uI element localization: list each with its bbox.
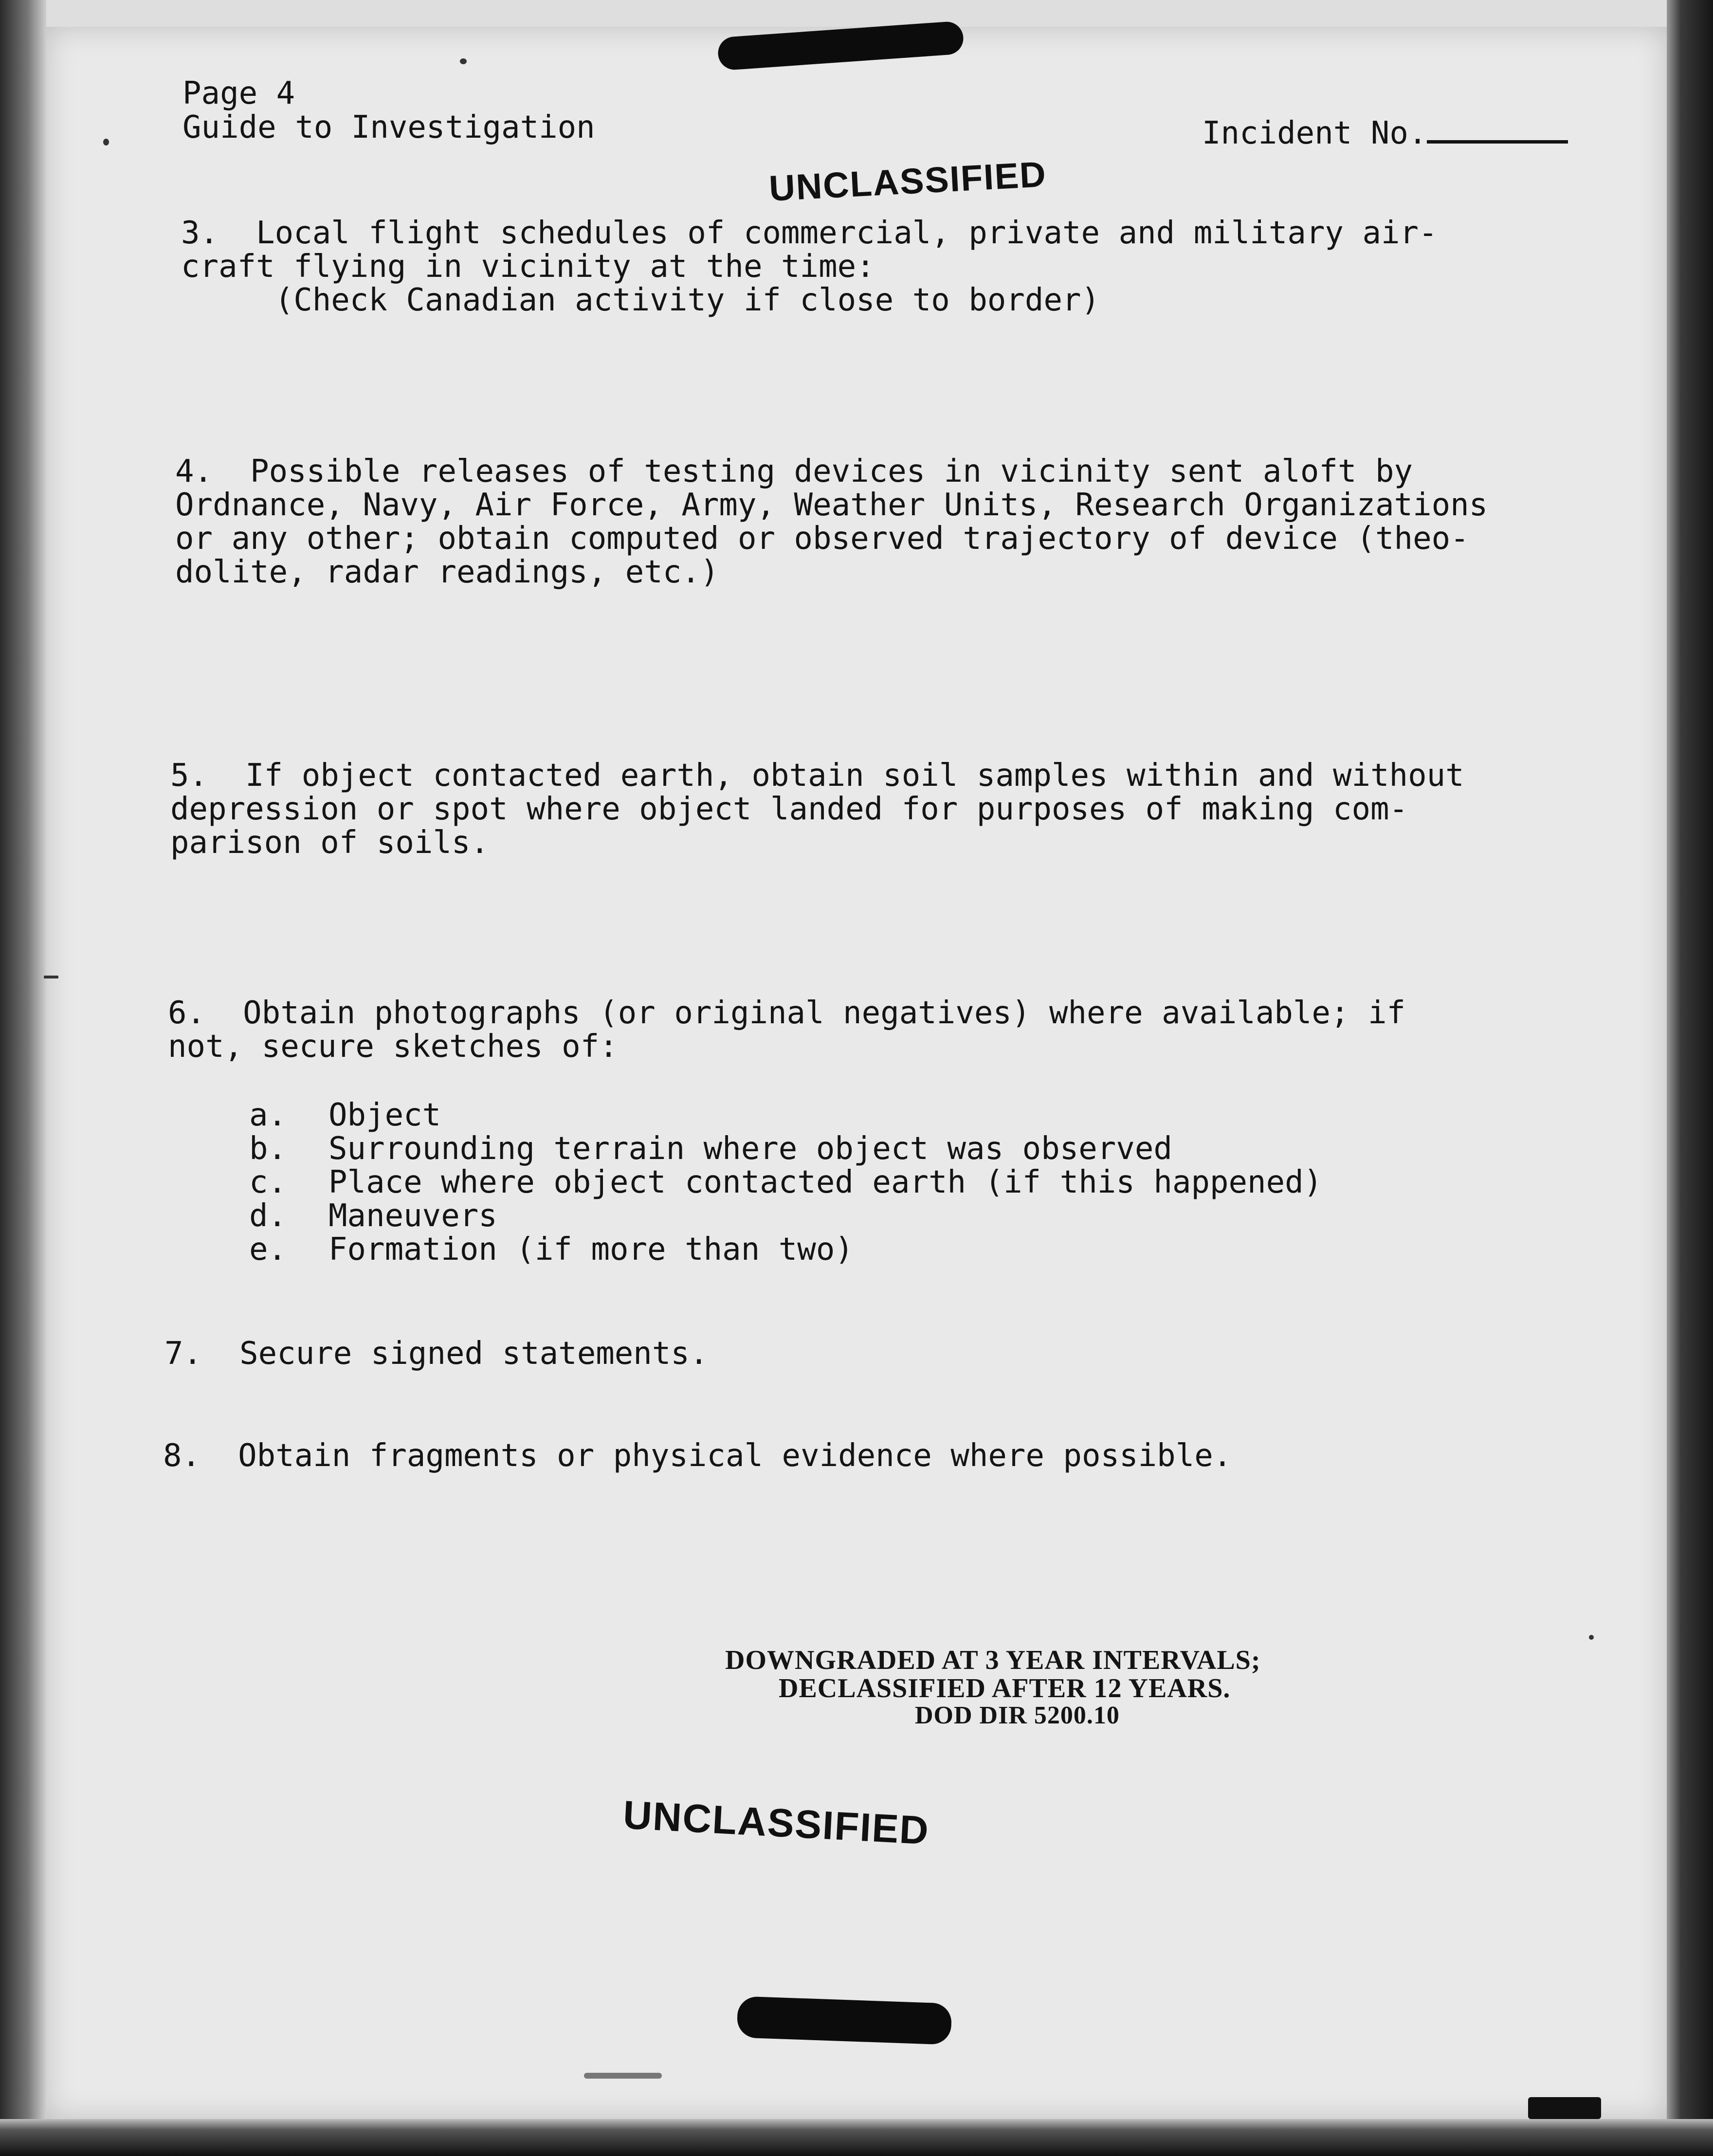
item-4-line-3: or any other; obtain computed or observed trajectory of device (theo-: [175, 521, 1469, 557]
item-6c-text: Place where object contacted earth (if this happened): [328, 1164, 1323, 1200]
item-5-line-1: 5. If object contacted earth, obtain soil samples within and without: [170, 758, 1464, 794]
item-6e-text: Formation (if more than two): [328, 1232, 854, 1268]
document-title: Guide to Investigation: [182, 109, 595, 145]
scan-speck: [584, 2073, 662, 2079]
item-5-line-3: parison of soils.: [170, 825, 490, 861]
scan-speck: [103, 139, 109, 145]
scan-top-margin: [0, 0, 1713, 27]
incident-number-blank: [1427, 117, 1568, 144]
scan-speck: [44, 976, 58, 978]
item-6d-text: Maneuvers: [328, 1198, 497, 1234]
classification-stamp-top: UNCLASSIFIED: [768, 154, 1048, 209]
item-4-line-2: Ordnance, Navy, Air Force, Army, Weather Units, Research Organizations: [175, 487, 1488, 523]
item-6-line-2: not, secure sketches of:: [168, 1029, 618, 1065]
downgrade-line-1: DOWNGRADED AT 3 YEAR INTERVALS;: [725, 1645, 1261, 1675]
item-6e-letter: e.: [249, 1232, 287, 1268]
item-5-line-2: depression or spot where object landed for purposes of making com-: [170, 791, 1408, 827]
scan-bottom-edge: [0, 2119, 1713, 2156]
scan-speck: [460, 58, 467, 64]
scan-speck: [1589, 1635, 1594, 1640]
item-6b-letter: b.: [249, 1131, 287, 1167]
item-4-line-1: 4. Possible releases of testing devices in vicinity sent aloft by: [175, 453, 1413, 489]
classification-stamp-bottom: UNCLASSIFIED: [622, 1793, 930, 1853]
downgrade-line-3: DOD DIR 5200.10: [915, 1702, 1120, 1729]
item-3-line-2: craft flying in vicinity at the time:: [181, 249, 875, 285]
item-6a-letter: a.: [249, 1097, 287, 1133]
item-6b-text: Surrounding terrain where object was observed: [328, 1131, 1172, 1167]
item-6-line-1: 6. Obtain photographs (or original negatives) where available; if: [168, 995, 1406, 1031]
item-6c-letter: c.: [249, 1164, 287, 1200]
item-7-line-1: 7. Secure signed statements.: [164, 1336, 709, 1372]
downgrade-line-2: DECLASSIFIED AFTER 12 YEARS.: [779, 1673, 1231, 1703]
item-3-line-3: (Check Canadian activity if close to border): [181, 282, 1100, 318]
scan-right-edge: [1667, 0, 1713, 2156]
item-8-line-1: 8. Obtain fragments or physical evidence where possible.: [163, 1438, 1232, 1474]
page-number: Page 4: [182, 75, 295, 111]
item-6d-letter: d.: [249, 1198, 287, 1234]
scan-left-edge: [0, 0, 46, 2156]
item-4-line-4: dolite, radar readings, etc.): [175, 554, 719, 590]
incident-number-field: [1202, 117, 1568, 150]
scan-speck: [1528, 2097, 1601, 2119]
item-3-line-1: 3. Local flight schedules of commercial, private and military air-: [181, 215, 1438, 251]
item-6a-text: Object: [328, 1097, 441, 1133]
incident-number-label: Incident No.: [1202, 115, 1427, 151]
redaction-bar-bottom: [737, 1996, 952, 2045]
